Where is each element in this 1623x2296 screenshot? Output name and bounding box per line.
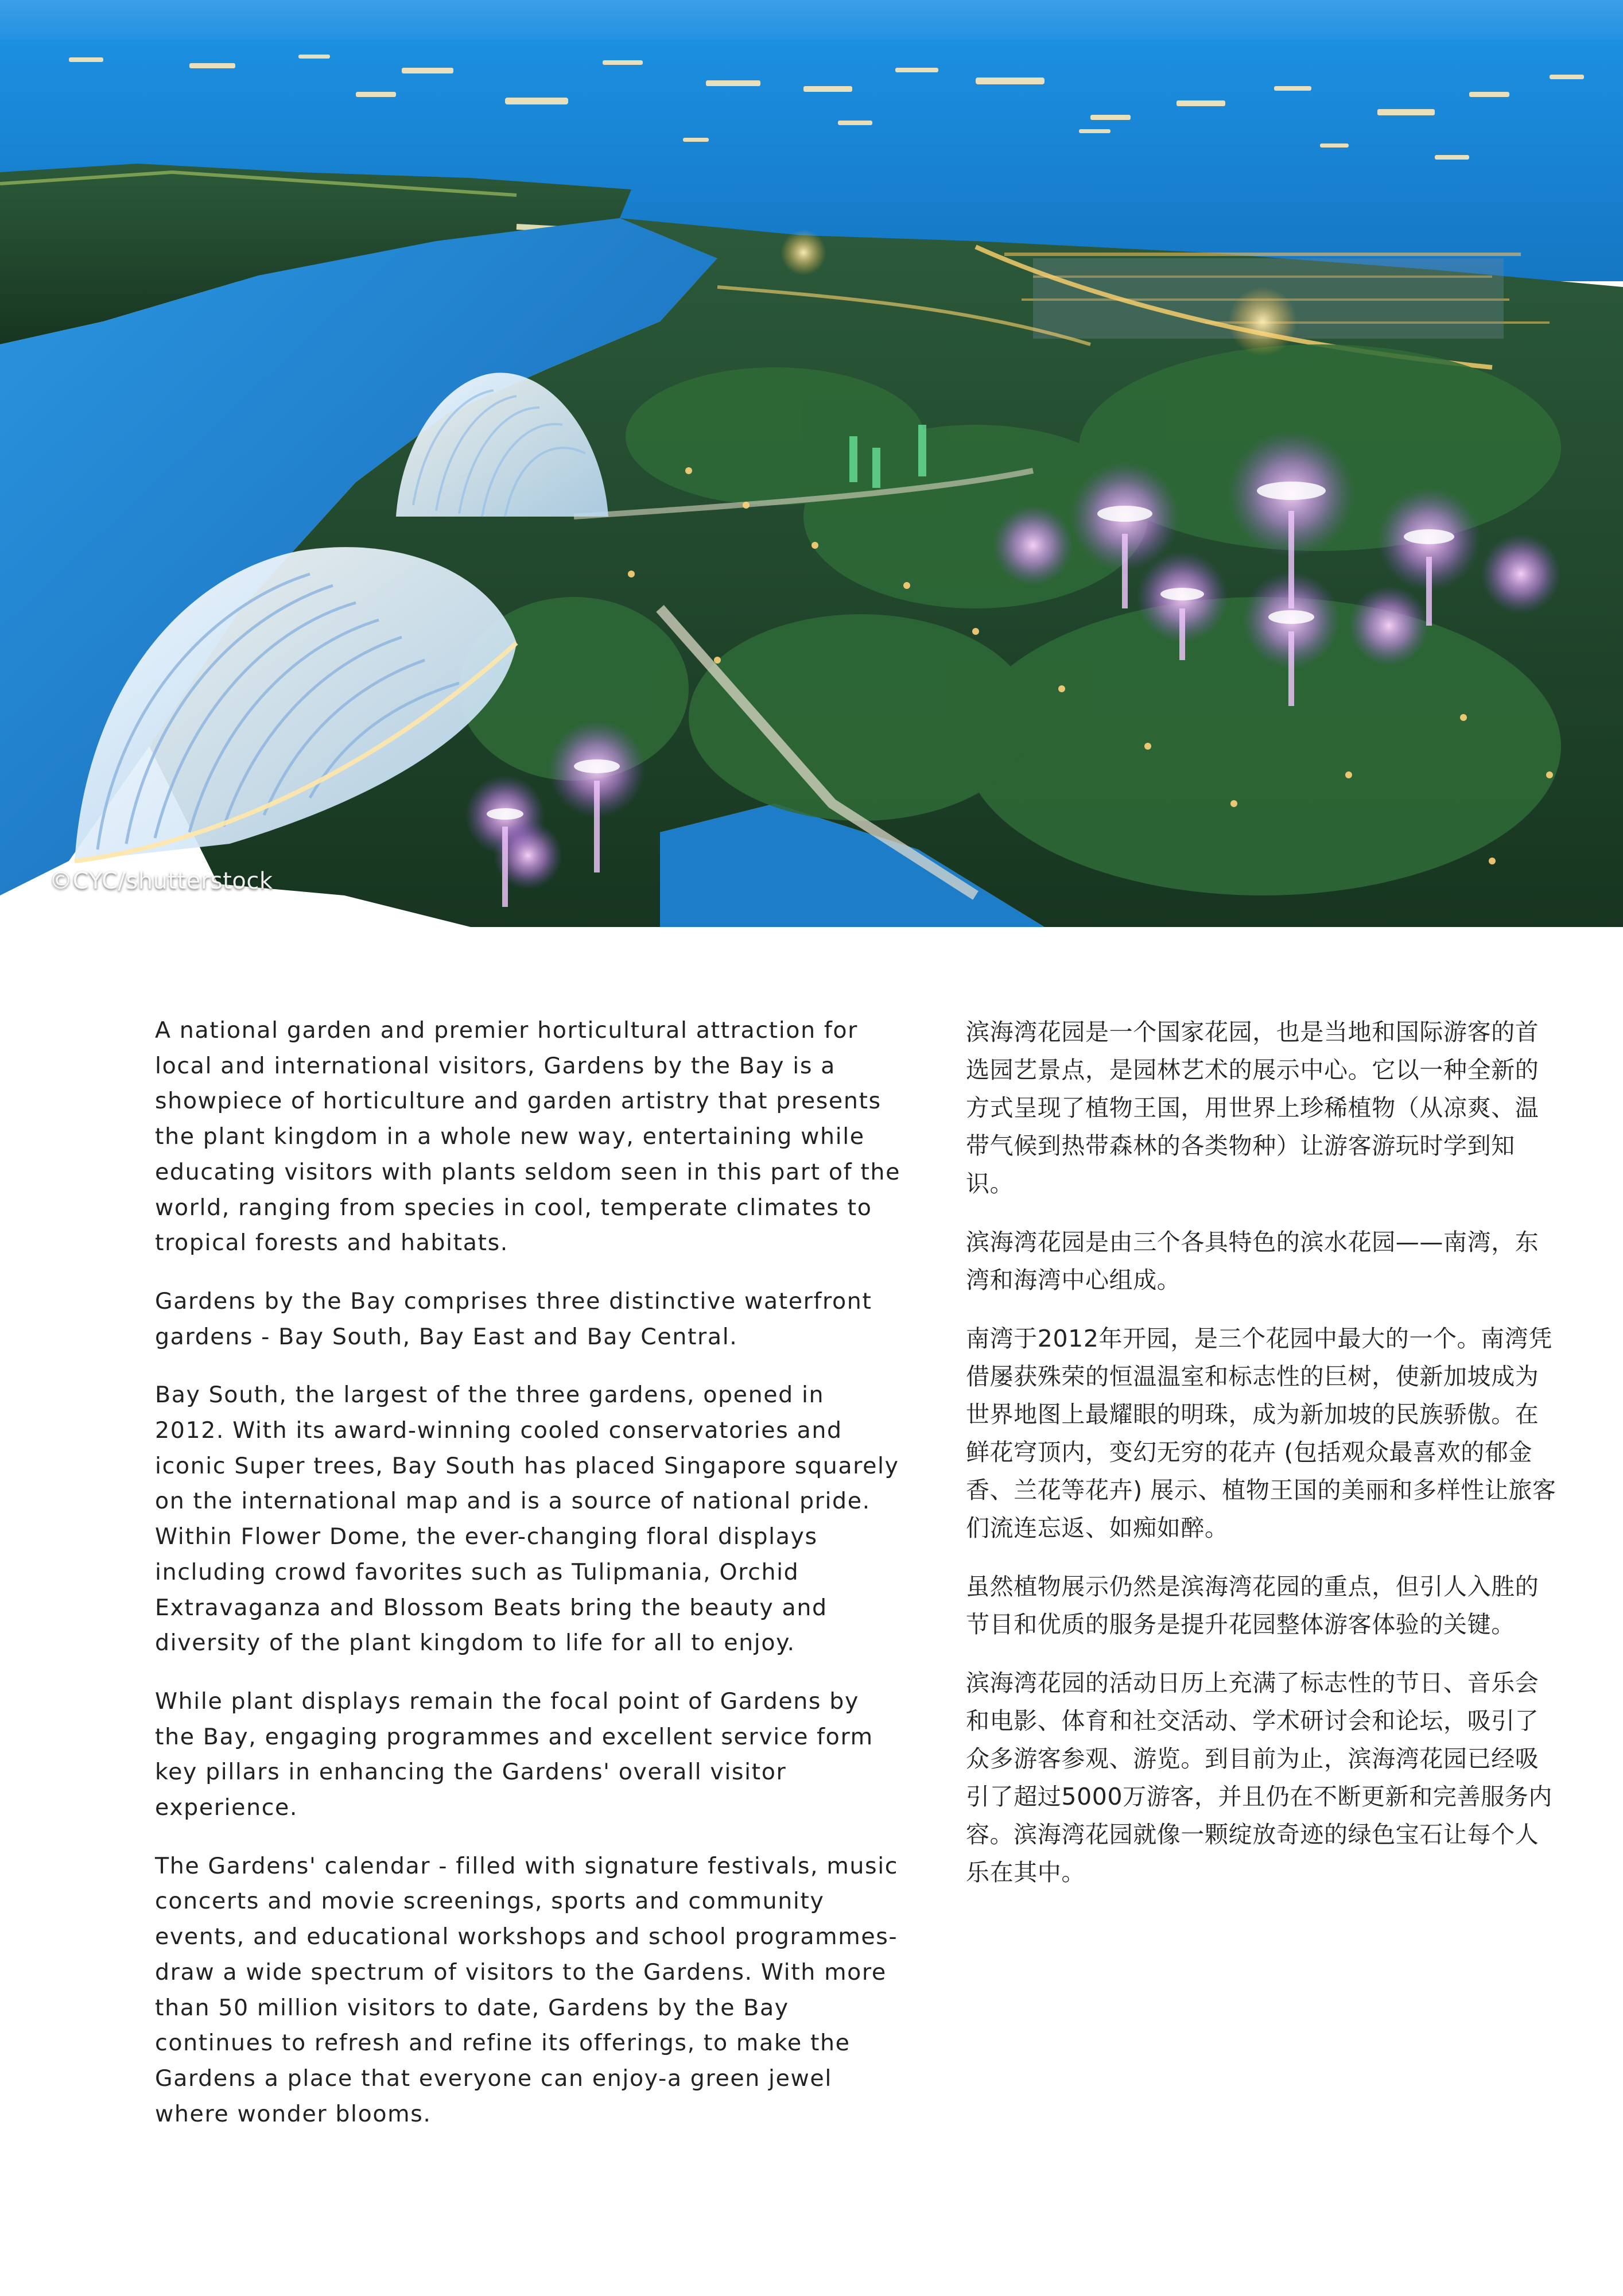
chinese-paragraph-programmes: 虽然植物展示仍然是滨海湾花园的重点，但引人入胜的节目和优质的服务是提升花园整体游客体验的关键。: [966, 1573, 1539, 1638]
chinese-paragraph-calendar: 滨海湾花园的活动日历上充满了标志性的节日、音乐会和电影、体育和社交活动、学术研讨会和论坛，吸引了众多游客参观、游览。到目前为止，滨海湾花园已经吸引了超过5000万游客，并且仍在不断更新和完善服务内容。滨海湾花园就像一颗绽放奇迹的绿色宝石让每个人乐在其中。: [966, 1669, 1552, 1886]
english-paragraph-programmes: While plant displays remain the focal point of Gardens by the Bay, engaging programmes and excellent service form key pillars in enhancing the Gardens' overall visitor experience.: [155, 1688, 873, 1821]
english-paragraph-gardens: Gardens by the Bay comprises three distinctive waterfront gardens - Bay South, Bay East and Bay Central.: [155, 1287, 872, 1350]
english-paragraph-intro: A national garden and premier horticultural attraction for local and international visitors, Gardens by the Bay is a showpiece of horticulture and garden artistry that presents the plant kingdom in a whole new way, entertaining while educating visitors with plants seldom seen in this part of the world, ranging from species in cool, temperate climates to tropical forests and habitats.: [155, 1017, 900, 1256]
english-paragraph-bay-south: Bay South, the largest of the three gardens, opened in 2012. With its award-winning cooled conservatories and iconic Super trees, Bay South has placed Singapore squarely on the international map and is a source of national pride. Within Flower Dome, the ever-changing floral displays including crowd favorites such as Tulipmania, Orchid Extravaganza and Blossom Beats bring the beauty and diversity of the plant kingdom to life for all to enjoy.: [155, 1382, 899, 1657]
hero-photo: [0, 0, 1623, 927]
gardens-by-the-bay-aerial-illustration: [0, 0, 1623, 927]
chinese-paragraph-intro: 滨海湾花园是一个国家花园，也是当地和国际游客的首选园艺景点，是园林艺术的展示中心。它以一种全新的方式呈现了植物王国，用世界上珍稀植物（从凉爽、温带气候到热带森林的各类物种）让游客游玩时学到知识。: [966, 1018, 1539, 1197]
english-text-column: [155, 1013, 901, 2132]
english-paragraph-calendar: The Gardens' calendar - filled with signature festivals, music concerts and movie screenings, sports and community events, and educational workshops and school programmes- draw a wide spectrum of visitors to the Gardens. With more than 50 million visitors to date, Gardens by the Bay continues to refresh and refine its offerings, to make the Gardens a place that everyone can enjoy-a green jewel where wonder blooms.: [155, 1852, 899, 2127]
chinese-paragraph-bay-south: 南湾于2012年开园，是三个花园中最大的一个。南湾凭借屡获殊荣的恒温温室和标志性的巨树，使新加坡成为世界地图上最耀眼的明珠，成为新加坡的民族骄傲。在鲜花穹顶内，变幻无穷的花卉 (包括观众最喜欢的郁金香、兰花等花卉) 展示、植物王国的美丽和多样性让旅客们流连忘返、如痴如醉。: [966, 1325, 1556, 1542]
chinese-paragraph-gardens: 滨海湾花园是由三个各具特色的滨水花园——南湾，东湾和海湾中心组成。: [966, 1228, 1539, 1294]
photo-credit: ©CYC/shutterstock: [49, 868, 273, 894]
chinese-text-column: [966, 1013, 1557, 1891]
